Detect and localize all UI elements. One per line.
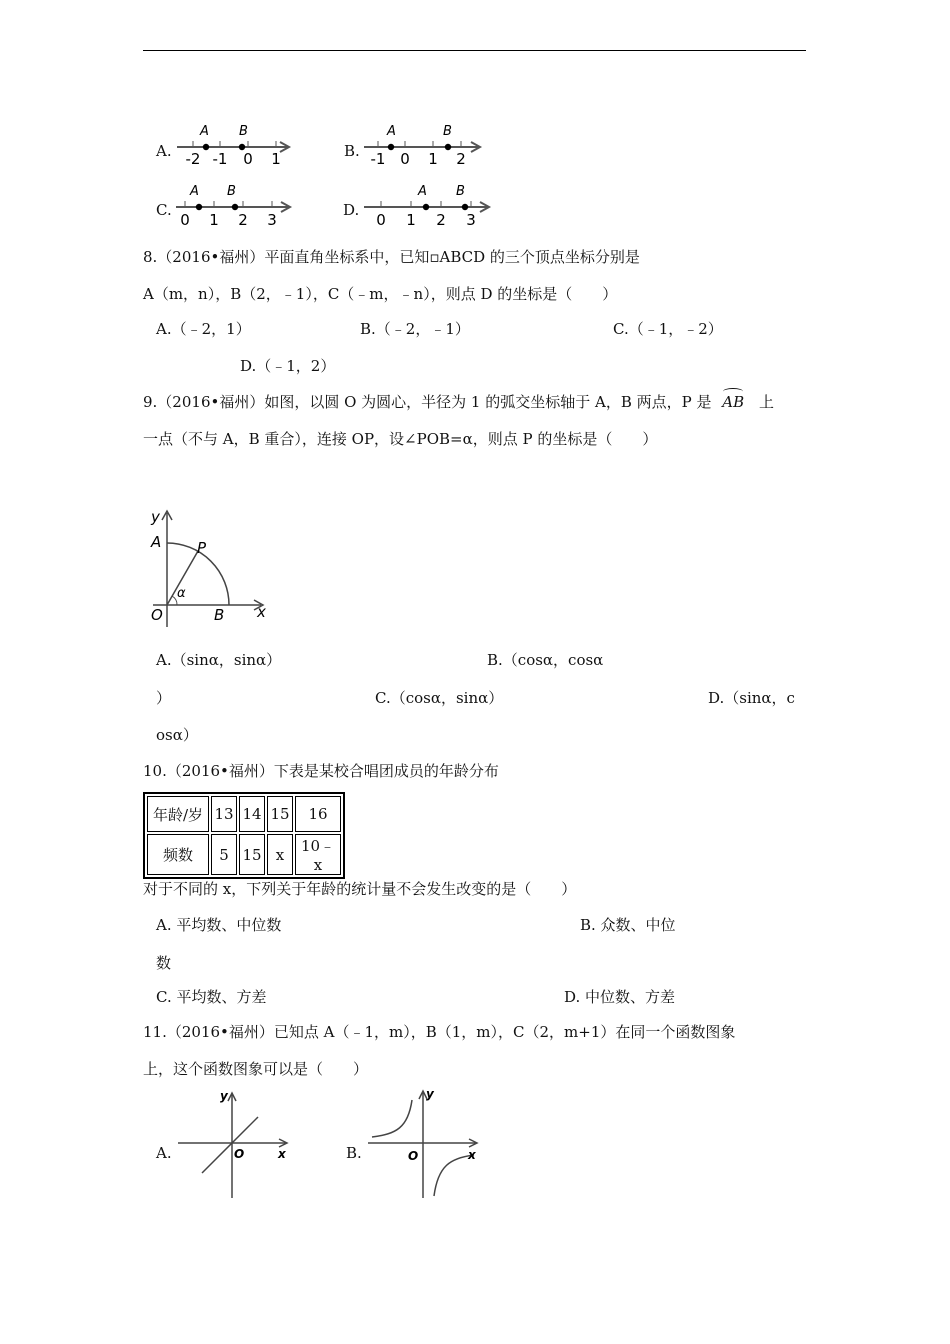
q11b-branch-left [372,1100,412,1137]
q7c-tick-1: 0 [180,211,190,228]
q8-option-d[interactable]: D.（﹣1，2） [240,357,336,375]
q11b-label-y: y [426,1087,434,1101]
q8-option-a[interactable]: A.（﹣2，1） [156,320,251,338]
q8-stem-line-1: 8.（2016•福州）平面直角坐标系中，已知▫ABCD 的三个顶点坐标分别是 [143,248,640,266]
q7d-label-b: B [456,184,465,199]
table-cell: x [267,834,293,875]
q9-arc-ab: AB [722,393,745,411]
q7d-point-a [423,204,429,210]
q10-option-a[interactable]: A. 平均数、中位数 [156,916,282,934]
q9-label-b: B [214,606,225,624]
q9-option-d[interactable]: D.（sinα，c [708,689,795,707]
q10-stem-line-1: 10.（2016•福州）下表是某校合唱团成员的年龄分布 [143,762,499,780]
q11a-label-o: O [234,1147,245,1161]
q7a-tick-2: -1 [212,150,228,168]
q9-label-o: O [151,606,163,624]
q7b-label-a: A [387,124,396,139]
q10-option-b[interactable]: B. 众数、中位 [580,916,676,934]
q11b-label-x: x [468,1148,476,1162]
q7c-tick-2: 1 [209,211,219,228]
q11a-label-x: x [278,1147,286,1161]
table-cell: 频数 [147,834,209,875]
q7-option-a-letter[interactable]: A. [156,142,172,160]
q7d-label-a: A [418,184,427,199]
q7b-point-b [445,144,451,150]
q9-label-alpha: α [177,586,186,601]
q9-label-y: y [151,508,160,526]
table-cell: 5 [211,834,237,875]
q7a-label-b: B [239,124,248,139]
table-row [147,834,341,875]
q11-option-b-graph-hyperbola [366,1086,482,1200]
q7b-tick-3: 1 [428,150,438,168]
q7d-tick-1: 0 [376,211,386,228]
table-cell: 15 [239,834,265,875]
q11b-label-o: O [408,1149,419,1163]
q7b-tick-2: 0 [400,150,410,168]
q10-stem-line-2: 对于不同的 x，下列关于年龄的统计量不会发生改变的是（ ） [143,880,577,898]
table-cell: 年龄/岁 [147,796,209,832]
q7a-label-a: A [200,124,209,139]
q10-option-b-continued: 数 [156,954,172,972]
q7c-point-a [196,204,202,210]
q7c-tick-4: 3 [267,211,277,228]
q9-label-x: x [257,603,266,621]
q9-stem-line-2: 一点（不与 A，B 重合），连接 OP，设∠POB=α，则点 P 的坐标是（ ） [143,430,658,448]
q7c-point-b [232,204,238,210]
q7d-tick-2: 1 [406,211,416,228]
q9-stem-line-1-end: 上 [758,393,774,411]
q11-stem-line-1: 11.（2016•福州）已知点 A（﹣1，m），B（1，m），C（2，m+1）在同一个函数图象 [143,1023,736,1041]
q7b-tick-4: 2 [456,150,466,168]
q7c-label-b: B [227,184,236,199]
table-cell: 14 [239,796,265,832]
q10-option-d[interactable]: D. 中位数、方差 [564,988,676,1006]
q7d-point-b [462,204,468,210]
q9-option-b-continued: ） [156,689,172,707]
q7b-point-a [388,144,394,150]
q9-label-a: A [151,533,162,551]
q9-option-c[interactable]: C.（cosα，sinα） [375,689,504,707]
q7-option-b-letter[interactable]: B. [344,142,360,160]
q7b-tick-1: -1 [370,150,386,168]
table-cell: 10﹣x [295,834,341,875]
q11a-label-y: y [220,1089,228,1103]
q7a-tick-1: -2 [185,150,201,168]
q7c-tick-3: 2 [238,211,248,228]
q9-stem-line-1 [143,392,774,412]
q7-option-d-number-line [362,180,494,228]
q7-option-a-number-line [175,120,295,168]
q9-option-d-continued: osα） [156,726,198,744]
q11-option-b-letter[interactable]: B. [346,1144,362,1162]
q9-figure-quarter-circle [143,505,273,630]
q10-option-c[interactable]: C. 平均数、方差 [156,988,267,1006]
table-cell: 16 [295,796,341,832]
q7c-label-a: A [190,184,199,199]
q9-stem-line-1-text: 9.（2016•福州）如图，以圆 O 为圆心，半径为 1 的弧交坐标轴于 A，B 两点，P 是 [143,393,712,411]
q11-option-a-letter[interactable]: A. [156,1144,172,1162]
q7a-tick-3: 0 [243,150,253,168]
header-rule [143,50,806,51]
q9-label-p: P [197,539,207,557]
table-row [147,796,341,832]
q7d-tick-3: 2 [436,211,446,228]
q7-option-c-letter[interactable]: C. [156,201,172,219]
q7-option-d-letter[interactable]: D. [343,201,360,219]
q9-option-b[interactable]: B.（cosα，cosα [487,651,604,669]
q8-option-c[interactable]: C.（﹣1，﹣2） [613,320,723,338]
q11a-function-line [202,1117,258,1173]
q11-option-a-graph-line [176,1088,292,1200]
q8-stem-line-2: A（m，n），B（2，﹣1），C（﹣m，﹣n），则点 D 的坐标是（ ） [143,285,618,303]
q7a-tick-4: 1 [271,150,281,168]
table-cell: 15 [267,796,293,832]
q7-option-b-number-line [362,120,486,168]
q10-age-table [143,792,345,879]
q7-option-c-number-line [174,180,296,228]
q7a-point-a [203,144,209,150]
q7b-label-b: B [443,124,452,139]
q9-option-a[interactable]: A.（sinα，sinα） [156,651,282,669]
q8-option-b[interactable]: B.（﹣2，﹣1） [360,320,470,338]
q11-stem-line-2: 上，这个函数图象可以是（ ） [143,1060,369,1078]
q7d-tick-4: 3 [466,211,476,228]
table-cell: 13 [211,796,237,832]
